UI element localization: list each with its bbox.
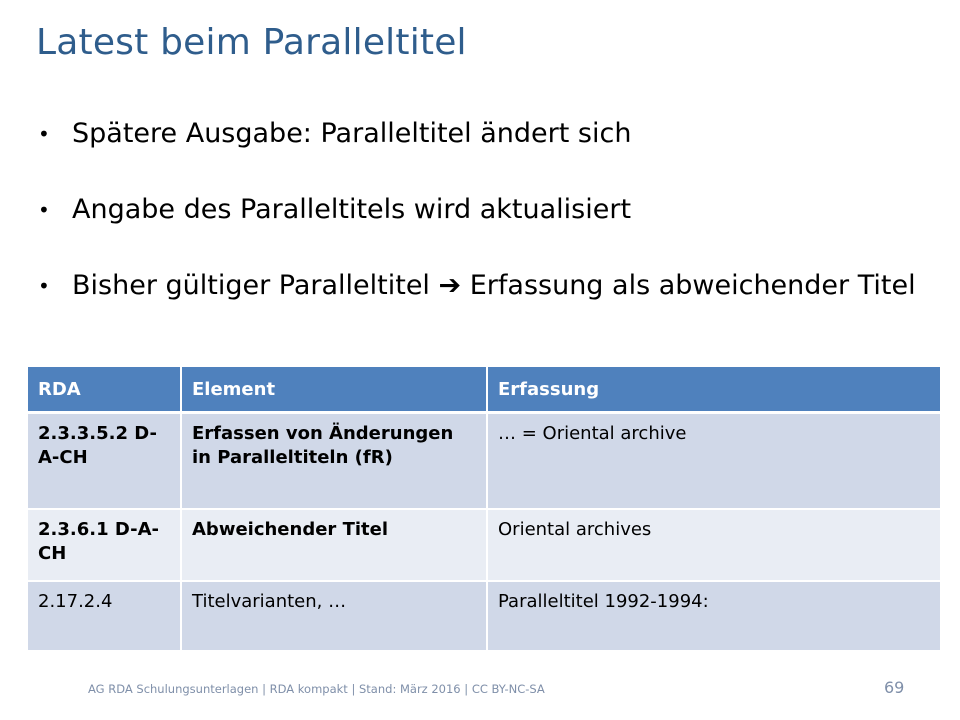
header-rda: RDA — [28, 367, 181, 413]
cell-erfassung: … = Oriental archive — [487, 413, 940, 510]
page-number: 69 — [884, 678, 905, 697]
bullet-text: Angabe des Paralleltitels wird aktualisiert — [72, 194, 632, 225]
slide-title: Latest beim Paralleltitel — [36, 22, 467, 63]
bullet-item — [36, 268, 916, 304]
bullet-item — [36, 192, 916, 228]
cell-erfassung: Oriental archives — [487, 509, 940, 581]
bullet-text: Spätere Ausgabe: Paralleltitel ändert sich — [72, 118, 632, 149]
cell-rda: 2.3.3.5.2 D-A-CH — [28, 413, 181, 510]
table-row — [28, 509, 940, 581]
bullet-list — [36, 116, 916, 344]
bullet-text-before: Bisher gültiger Paralleltitel — [72, 270, 439, 301]
arrow-right-icon: ➔ — [438, 270, 462, 301]
bullet-dot-icon: • — [38, 274, 50, 298]
cell-rda: 2.3.6.1 D-A-CH — [28, 509, 181, 581]
bullet-dot-icon: • — [38, 122, 50, 146]
cell-rda: 2.17.2.4 — [28, 581, 181, 651]
rda-table — [28, 367, 940, 652]
table-row — [28, 413, 940, 510]
header-element: Element — [181, 367, 487, 413]
cell-element: Erfassen von Änderungen in Paralleltiteln (fR) — [181, 413, 487, 510]
bullet-dot-icon: • — [38, 198, 50, 222]
header-erfassung: Erfassung — [487, 367, 940, 413]
cell-element: Titelvarianten, … — [181, 581, 487, 651]
bullet-text-after: Erfassung als abweichender Titel — [461, 270, 916, 301]
table-row — [28, 581, 940, 651]
cell-element: Abweichender Titel — [181, 509, 487, 581]
cell-erfassung: Paralleltitel 1992-1994: — [487, 581, 940, 651]
bullet-item — [36, 116, 916, 152]
footer-text: AG RDA Schulungsunterlagen | RDA kompakt | Stand: März 2016 | CC BY-NC-SA — [88, 682, 545, 696]
table-header-row — [28, 367, 940, 413]
